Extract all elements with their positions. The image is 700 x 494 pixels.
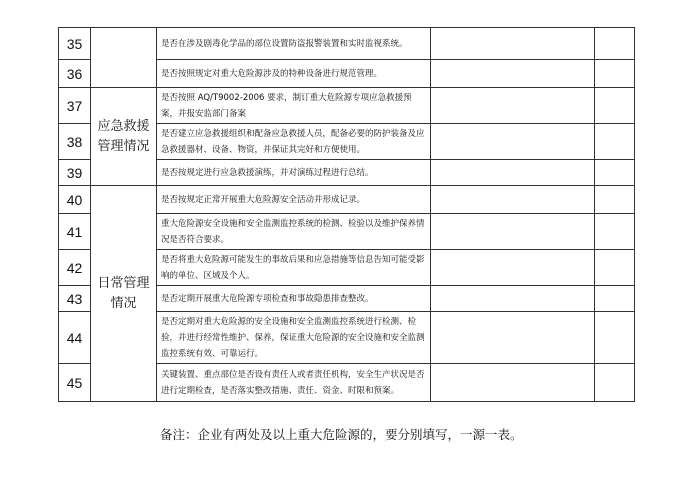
check-item-text: 是否定期对重大危险源的安全设施和安全监测监控系统进行检测、检验，并进行经常性维护、保养，保证重大危险源的安全设施和安全监测监控系统有效、可靠运行。	[157, 312, 431, 364]
item-number: 43	[59, 286, 91, 312]
category-cell	[91, 28, 157, 88]
remark-cell	[595, 364, 635, 402]
item-number: 39	[59, 160, 91, 186]
item-number: 42	[59, 250, 91, 286]
check-item-text: 关键装置、重点部位是否设有责任人或者责任机构，安全生产状况是否进行定期检查，是否落实整改措施、责任、资金、时限和预案。	[157, 364, 431, 402]
item-number: 41	[59, 214, 91, 250]
item-number: 44	[59, 312, 91, 364]
result-cell	[431, 28, 595, 60]
remark-cell	[595, 124, 635, 160]
result-cell	[431, 286, 595, 312]
item-number: 40	[59, 186, 91, 214]
result-cell	[431, 364, 595, 402]
check-item-text: 是否按照 AQ/T9002-2006 要求，制订重大危险源专项应急救援预案，并报安监部门备案	[157, 88, 431, 124]
table-row	[59, 186, 635, 214]
remark-cell	[595, 28, 635, 60]
remark-cell	[595, 88, 635, 124]
remark-cell	[595, 160, 635, 186]
table-row	[59, 88, 635, 124]
check-item-text: 是否按规定进行应急救援演练，并对演练过程进行总结。	[157, 160, 431, 186]
result-cell	[431, 160, 595, 186]
remark-cell	[595, 286, 635, 312]
remark-cell	[595, 214, 635, 250]
result-cell	[431, 124, 595, 160]
item-number: 38	[59, 124, 91, 160]
category-label: 应急救援管理情况	[97, 118, 150, 154]
check-item-text: 是否建立应急救援组织和配备应急救援人员，配备必要的防护装备及应急救援器材、设备、物资，并保证其完好和方便使用。	[157, 124, 431, 160]
item-number: 45	[59, 364, 91, 402]
check-item-text: 是否按照规定对重大危险源涉及的特种设备进行规范管理。	[157, 60, 431, 88]
result-cell	[431, 60, 595, 88]
footnote: 备注：企业有两处及以上重大危险源的，要分别填写，一源一表。	[160, 427, 523, 442]
remark-cell	[595, 186, 635, 214]
category-label: 日常管理情况	[97, 275, 150, 311]
item-number: 36	[59, 60, 91, 88]
remark-cell	[595, 60, 635, 88]
check-item-text: 重大危险源安全设施和安全监测监控系统的检测、检验以及维护保养情况是否符合要求。	[157, 214, 431, 250]
result-cell	[431, 186, 595, 214]
result-cell	[431, 250, 595, 286]
result-cell	[431, 88, 595, 124]
checklist-table	[58, 27, 635, 402]
category-emergency	[91, 88, 157, 186]
item-number: 37	[59, 88, 91, 124]
check-item-text: 是否将重大危险源可能发生的事故后果和应急措施等信息告知可能受影响的单位、区域及个人。	[157, 250, 431, 286]
check-item-text: 是否定期开展重大危险源专项检查和事故隐患排查整改。	[157, 286, 431, 312]
remark-cell	[595, 312, 635, 364]
item-number: 35	[59, 28, 91, 60]
check-item-text: 是否在涉及剧毒化学品的部位设置防盗报警装置和实时监视系统。	[157, 28, 431, 60]
remark-cell	[595, 250, 635, 286]
result-cell	[431, 312, 595, 364]
table-row	[59, 28, 635, 60]
check-item-text: 是否按规定正常开展重大危险源安全活动并形成记录。	[157, 186, 431, 214]
result-cell	[431, 214, 595, 250]
category-daily	[91, 186, 157, 402]
